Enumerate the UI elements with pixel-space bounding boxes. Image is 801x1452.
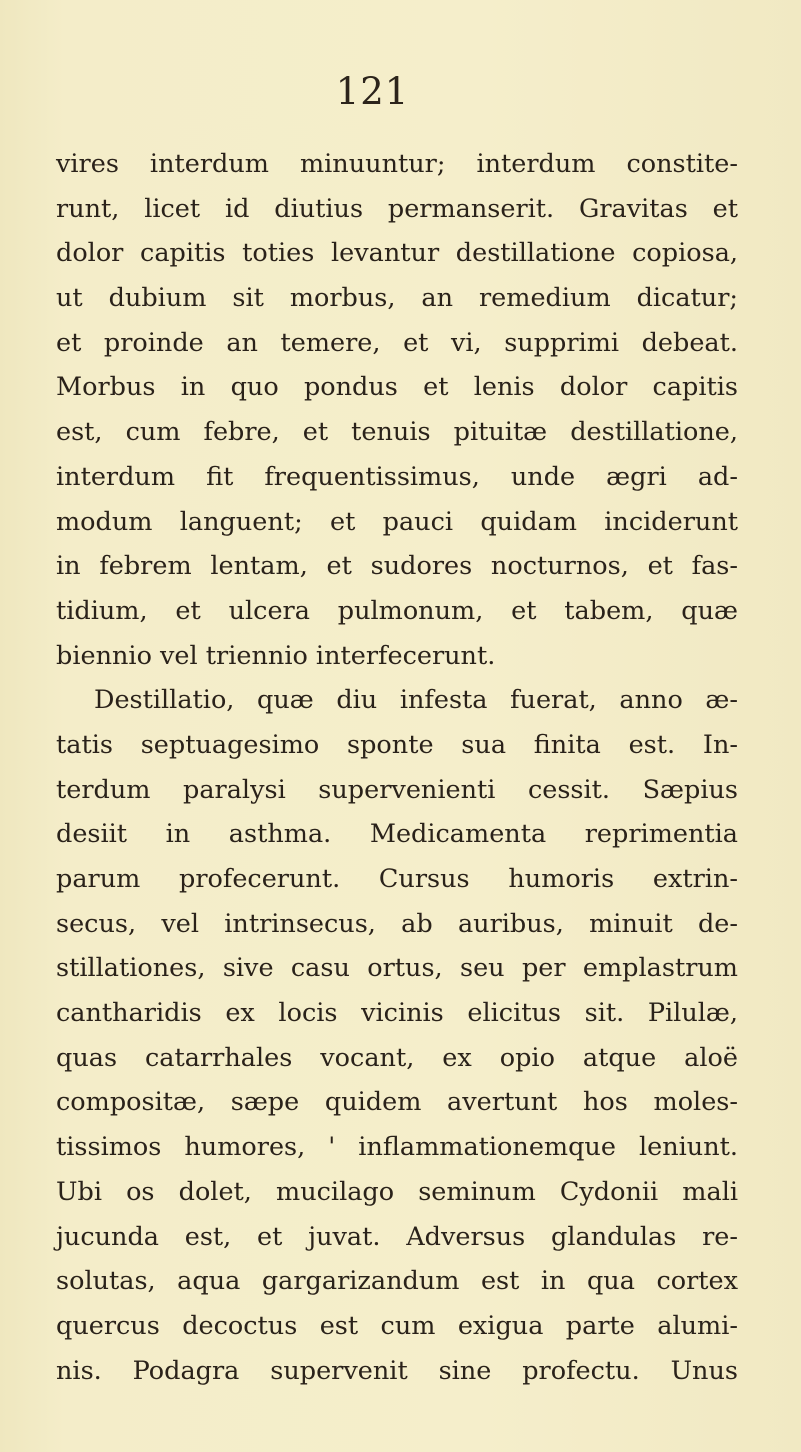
- text-line: quas catarrhales vocant, ex opio atque aloë: [56, 1042, 738, 1073]
- text-line: tidium, et ulcera pulmonum, et tabem, quæ: [56, 595, 738, 626]
- text-line: desiit in asthma. Medicamenta reprimentia: [56, 819, 738, 850]
- text-line: tissimos humores, ' inflammationemque leniunt.: [56, 1132, 738, 1163]
- text-line: solutas, aqua gargarizandum est in qua cortex: [56, 1266, 738, 1297]
- page-number: 121: [335, 70, 410, 113]
- text-line: Morbus in quo pondus et lenis dolor capitis: [56, 372, 738, 403]
- body-text: [56, 142, 738, 1393]
- text-line: runt, licet id diutius permanserit. Gravitas et: [56, 193, 738, 224]
- text-line: quercus decoctus est cum exigua parte alumi-: [56, 1310, 738, 1341]
- text-line-paragraph-start: Destillatio, quæ diu infesta fuerat, anno æ-: [94, 685, 738, 716]
- text-line: terdum paralysi supervenienti cessit. Sæpius: [56, 774, 738, 805]
- text-line: interdum fit frequentissimus, unde ægri ad-: [56, 461, 738, 492]
- text-line: ut dubium sit morbus, an remedium dicatur;: [56, 283, 738, 314]
- text-line: dolor capitis toties levantur destillatione copiosa,: [56, 238, 738, 269]
- text-line: stillationes, sive casu ortus, seu per emplastrum: [56, 953, 738, 984]
- text-line: compositæ, sæpe quidem avertunt hos moles-: [56, 1087, 738, 1118]
- text-line: modum languent; et pauci quidam inciderunt: [56, 506, 738, 537]
- text-line: cantharidis ex locis vicinis elicitus sit. Pilulæ,: [56, 998, 738, 1029]
- text-line: vires interdum minuuntur; interdum constite-: [56, 149, 738, 179]
- text-line: et proinde an temere, et vi, supprimi debeat.: [56, 327, 738, 358]
- text-line: in febrem lentam, et sudores nocturnos, et fas-: [56, 551, 738, 582]
- text-line: nis. Podagra supervenit sine profectu. Unus: [56, 1355, 738, 1386]
- text-line: parum profecerunt. Cursus humoris extrin-: [56, 864, 738, 894]
- text-line: biennio vel triennio interfecerunt.: [56, 640, 496, 671]
- text-line: secus, vel intrinsecus, ab auribus, minuit de-: [56, 908, 738, 939]
- text-line: tatis septuagesimo sponte sua finita est. In-: [56, 729, 738, 760]
- text-line: Ubi os dolet, mucilago seminum Cydonii mali: [56, 1176, 738, 1207]
- text-line: jucunda est, et juvat. Adversus glandulas re-: [56, 1221, 738, 1252]
- text-line: est, cum febre, et tenuis pituitæ destillatione,: [56, 417, 738, 448]
